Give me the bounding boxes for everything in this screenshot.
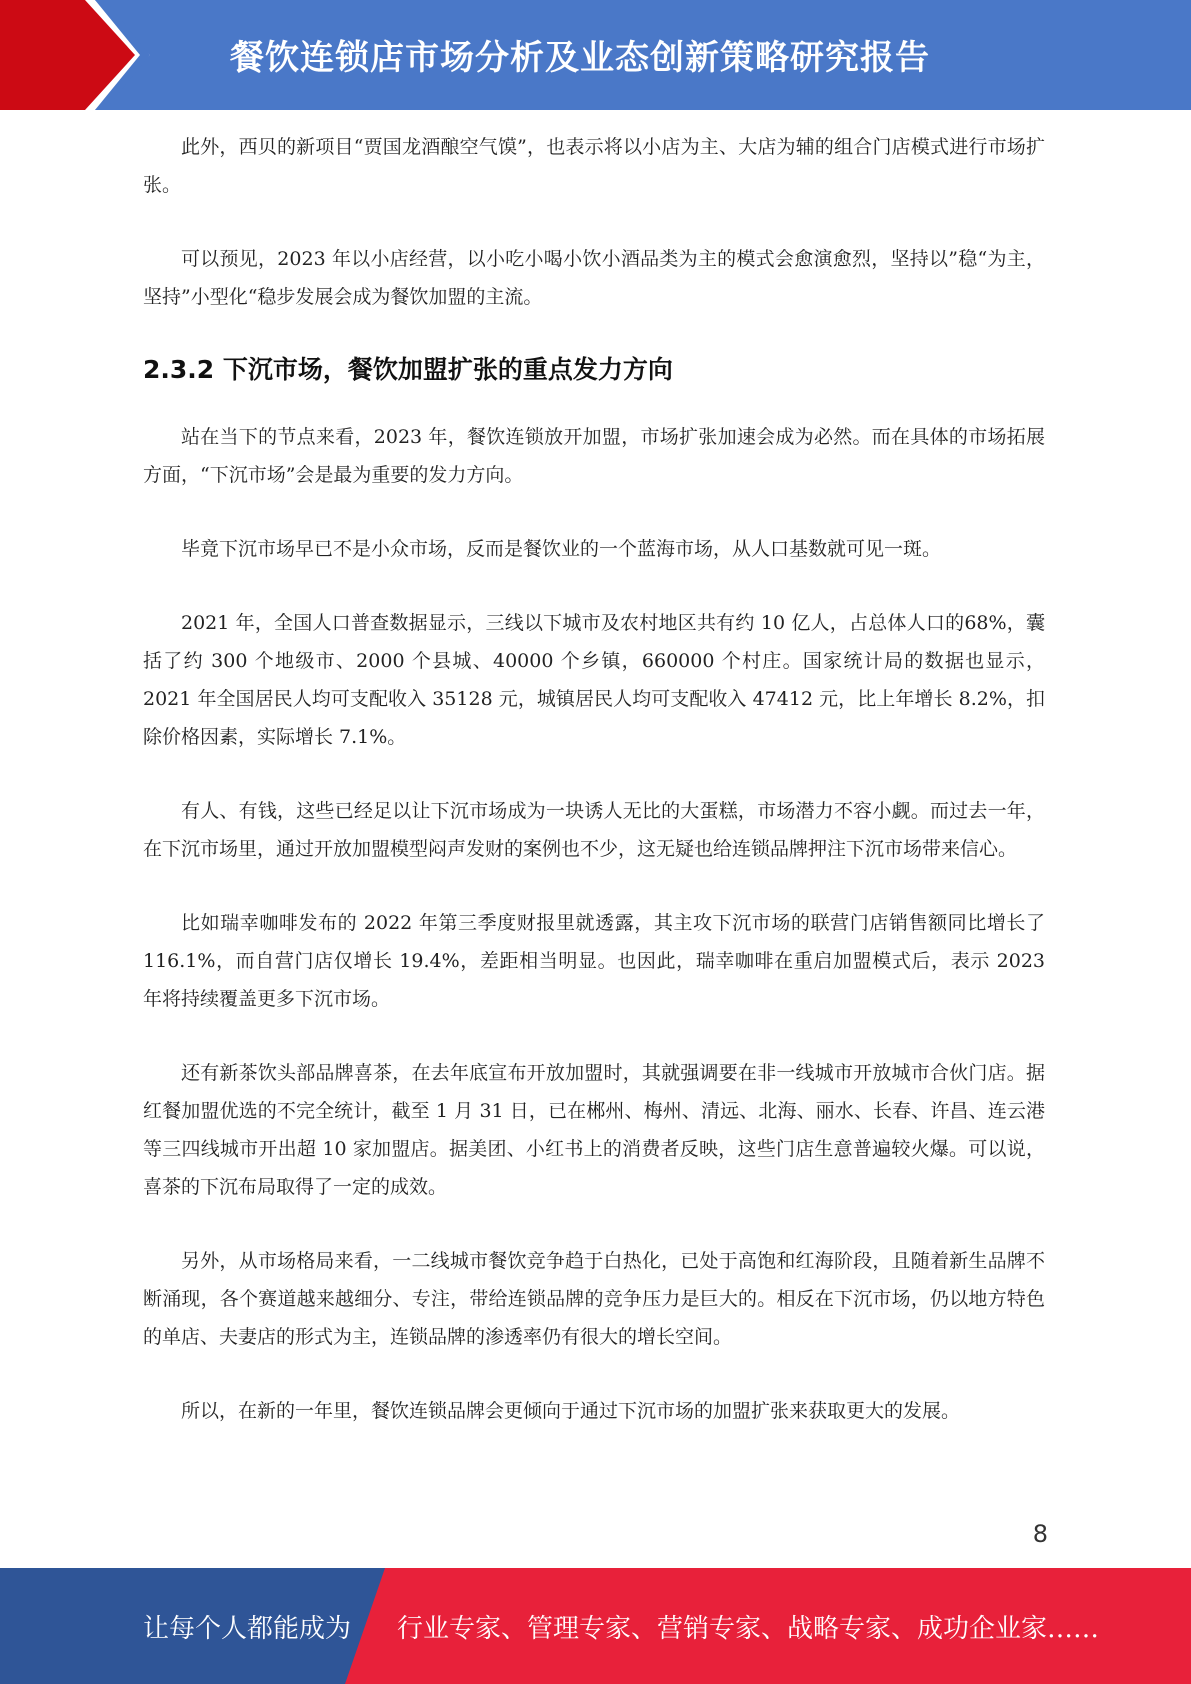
paragraph: 可以预见，2023 年以小店经营，以小吃小喝小饮小酒品类为主的模式会愈演愈烈，坚持以”稳“为主，坚持”小型化“稳步发展会成为餐饮加盟的主流。 [143,248,1045,308]
paragraph: 此外，西贝的新项目“贾国龙酒酿空气馍”，也表示将以小店为主、大店为辅的组合门店模式进行市场扩张。 [143,136,1045,196]
paragraph: 比如瑞幸咖啡发布的 2022 年第三季度财报里就透露，其主攻下沉市场的联营门店销售额同比增长了 116.1%，而自营门店仅增长 19.4%，差距相当明显。也因此，瑞幸咖啡在重启加盟模式后，表示 2023 年将持续覆盖更多下沉市场。 [143,912,1045,1010]
footer-slogan-right: 行业专家、管理专家、营销专家、战略专家、成功企业家…… [397,1614,1100,1644]
header-title: 餐饮连锁店市场分析及业态创新策略研究报告 [230,38,930,78]
page-number: 8 [1032,1520,1048,1548]
paragraph: 有人、有钱，这些已经足以让下沉市场成为一块诱人无比的大蛋糕，市场潜力不容小觑。而过去一年，在下沉市场里，通过开放加盟模型闷声发财的案例也不少，这无疑也给连锁品牌押注下沉市场带来信心。 [143,800,1045,860]
paragraph: 2021 年，全国人口普查数据显示，三线以下城市及农村地区共有约 10 亿人，占总体人口的68%，囊括了约 300 个地级市、2000 个县城、40000 个乡镇，660000 个村庄。国家统计局的数据也显示，2021 年全国居民人均可支配收入 35128 元，城镇居民人均可支配收入 47412 元，比上年增长 8.2%，扣除价格因素，实际增长 7.1%。 [143,612,1045,748]
header-red-chevron-decoration [0,0,150,110]
page-footer [0,1568,1191,1684]
paragraph: 站在当下的节点来看，2023 年，餐饮连锁放开加盟，市场扩张加速会成为必然。而在具体的市场拓展方面，“下沉市场”会是最为重要的发力方向。 [143,426,1045,486]
paragraph: 毕竟下沉市场早已不是小众市场，反而是餐饮业的一个蓝海市场，从人口基数就可见一斑。 [181,538,942,560]
document-body [143,128,1045,1466]
footer-slogan-left: 让每个人都能成为 [143,1614,352,1644]
page-header [0,0,1191,110]
paragraph: 还有新茶饮头部品牌喜茶，在去年底宣布开放加盟时，其就强调要在非一线城市开放城市合伙门店。据红餐加盟优选的不完全统计，截至 1 月 31 日，已在郴州、梅州、清远、北海、丽水、长春、许昌、连云港等三四线城市开出超 10 家加盟店。据美团、小红书上的消费者反映，这些门店生意普遍较火爆。可以说，喜茶的下沉布局取得了一定的成效。 [143,1062,1045,1198]
paragraph: 所以，在新的一年里，餐饮连锁品牌会更倾向于通过下沉市场的加盟扩张来获取更大的发展。 [181,1400,961,1422]
paragraph: 另外，从市场格局来看，一二线城市餐饮竞争趋于白热化，已处于高饱和红海阶段，且随着新生品牌不断涌现，各个赛道越来越细分、专注，带给连锁品牌的竞争压力是巨大的。相反在下沉市场，仍以地方特色的单店、夫妻店的形式为主，连锁品牌的渗透率仍有很大的增长空间。 [143,1250,1045,1348]
section-heading: 2.3.2 下沉市场，餐饮加盟扩张的重点发力方向 [143,355,673,384]
